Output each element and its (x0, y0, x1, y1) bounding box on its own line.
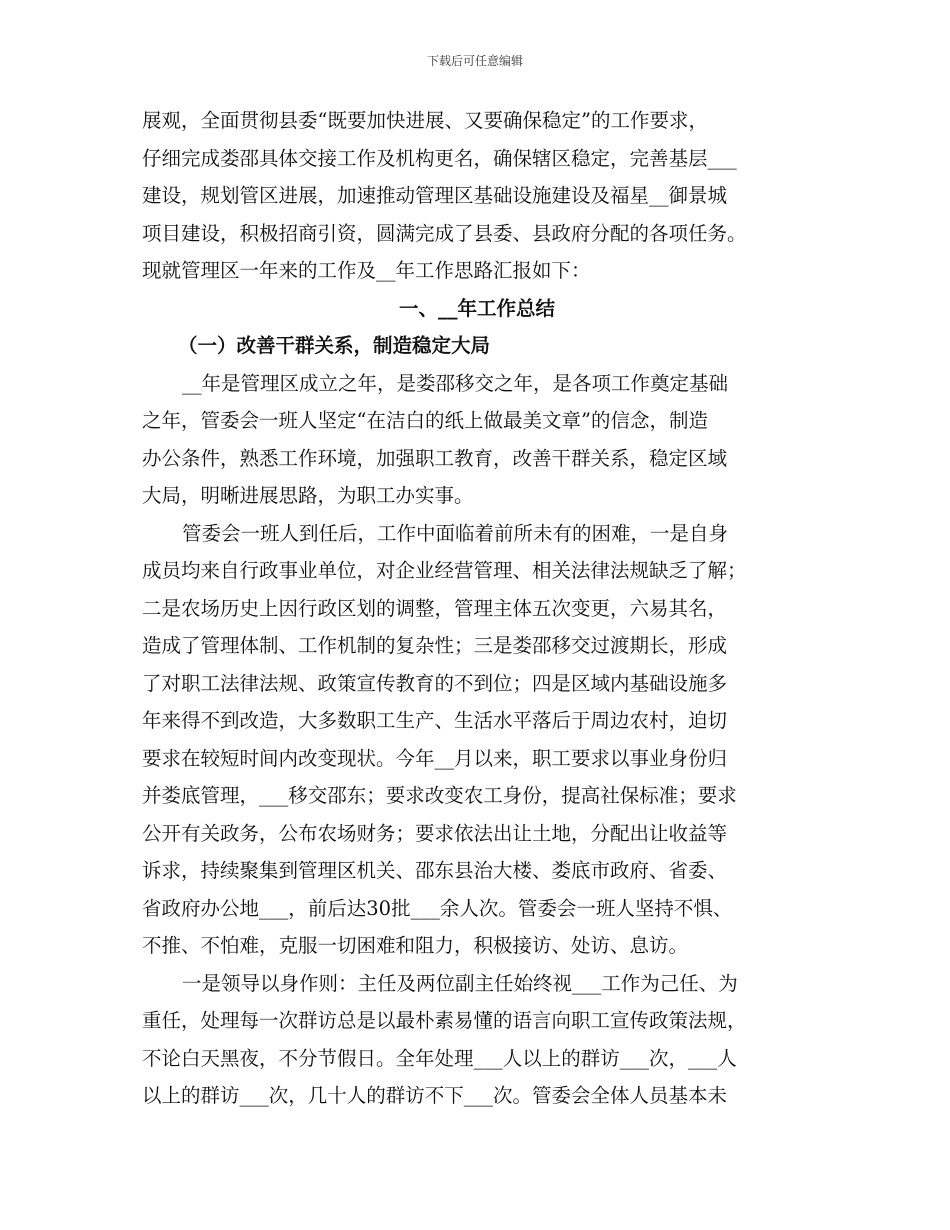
text-line: 一是领导以身作则：主任及两位副主任始终视___工作为己任、为 (182, 971, 738, 995)
text-line: 了对职工法律法规、政策宣传教育的不到位；四是区域内基础设施多 (142, 671, 728, 695)
text-line: 不论白天黑夜，不分节假日。全年处理___人以上的群访___次，___人 (142, 1046, 737, 1070)
text-line: 重任，处理每一次群访总是以最朴素易懂的语言向职工宣传政策法规， (142, 1009, 747, 1032)
text-line: 不推、不怕难，克服一切困难和阻力，积极接访、处访、息访。 (142, 934, 689, 957)
text-line: 成员均来自行政事业单位，对企业经营管理、相关法律法规缺乏了解； (142, 559, 747, 582)
text-line: 公开有关政务，公布农场财务；要求依法出让土地，分配出让收益等 (142, 821, 728, 845)
text-line: 大局，明晰进展思路，为职工办实事。 (142, 484, 474, 507)
subsection-heading: （一）改善干群关系，制造稳定大局 (178, 334, 491, 357)
section-heading: 一、__年工作总结 (398, 296, 555, 320)
text-line: 以上的群访___次，几十人的群访不下___次。管委会全体人员基本未 (142, 1084, 728, 1107)
text-line: 现就管理区一年来的工作及__年工作思路汇报如下： (142, 259, 591, 282)
text-line: 展观，全面贯彻县委“既要加快进展、又要确保稳定”的工作要求， (142, 109, 708, 132)
text-line: 并娄底管理，___移交邵东；要求改变农工身份，提高社保标准；要求 (142, 784, 737, 807)
text-line: 年来得不到改造，大多数职工生产、生活水平落后于周边农村，迫切 (142, 709, 728, 732)
text-line: 项目建设，积极招商引资，圆满完成了县委、县政府分配的各项任务。 (142, 221, 747, 245)
text-line: 要求在较短时间内改变现状。今年__月以来，职工要求以事业身份归 (142, 746, 728, 770)
text-line: 之年，管委会一班人坚定“在洁白的纸上做最美文章”的信念，制造 (142, 409, 708, 432)
text-line: 建设，规划管区进展，加速推动管理区基础设施建设及福星__御景城 (142, 184, 728, 207)
text-line: 仔细完成娄邵具体交接工作及机构更名，确保辖区稳定，完善基层___ (142, 146, 737, 170)
text-line: 省政府办公地___，前后达30批___余人次。管委会一班人坚持不惧、 (142, 896, 733, 920)
document-body (142, 102, 812, 1115)
page-header: 下载后可任意编辑 (426, 54, 523, 68)
text-line: 诉求，持续聚集到管理区机关、邵东县治大楼、娄底市政府、省委、 (142, 859, 728, 882)
text-line: __年是管理区成立之年，是娄邵移交之年，是各项工作奠定基础 (182, 371, 729, 395)
text-line: 二是农场历史上因行政区划的调整，管理主体五次变更，六易其名， (142, 596, 728, 620)
text-line: 造成了管理体制、工作机制的复杂性；三是娄邵移交过渡期长，形成 (142, 634, 728, 657)
text-line: 办公条件，熟悉工作环境，加强职工教育，改善干群关系，稳定区域 (142, 446, 728, 470)
text-line: 管委会一班人到任后，工作中面临着前所未有的困难，一是自身 (182, 521, 729, 545)
